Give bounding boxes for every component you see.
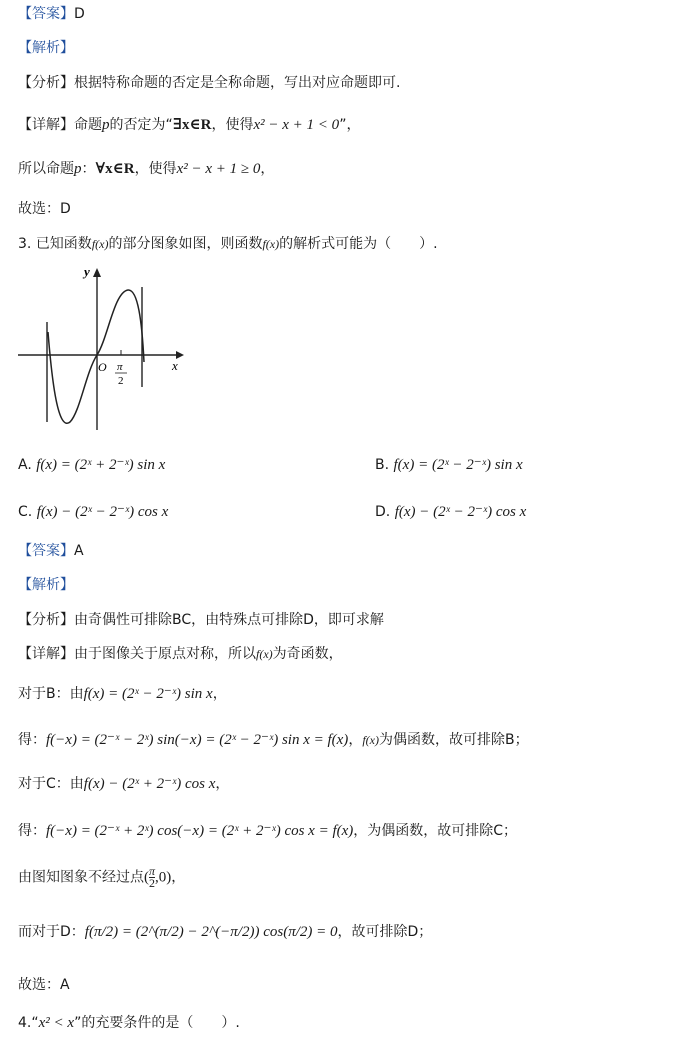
option-c-label: C. [18, 504, 33, 520]
option-d-label: D. [375, 504, 391, 520]
case-b-expr: f(x) = (2ˣ − 2⁻ˣ) sin x [83, 686, 213, 702]
tick-label-den: 2 [118, 375, 124, 387]
option-b-label: B. [375, 457, 390, 473]
case-b-result-text: 得： [18, 732, 46, 748]
point-open: ( [144, 869, 149, 886]
inequality-expr: x² − x + 1 < 0 [253, 117, 340, 133]
answer-tag-2: 【答案】 [18, 543, 74, 559]
point-text: 由图知图象不经过点 [18, 869, 144, 886]
question-4-number: 4. [18, 1015, 32, 1031]
question-number: 3. [18, 236, 32, 252]
detail-text-6: 为奇函数， [272, 646, 343, 662]
question-4 [18, 1013, 240, 1033]
fenxi-line-1 [18, 73, 400, 93]
conclusion-line [18, 159, 274, 179]
case-b-result-text-2: ， [348, 732, 363, 748]
point-frac-num: π [149, 864, 156, 878]
case-b-result-text-3: 为偶函数，故可排除B； [378, 732, 529, 748]
analysis-line-1 [18, 38, 74, 58]
y-axis-arrow [93, 268, 101, 277]
choice-line-1 [18, 199, 71, 219]
detail-text-5: 由于图像关于原点对称，所以 [74, 646, 256, 662]
case-b-result-expr: f(−x) = (2⁻ˣ − 2ˣ) sin(−x) = (2ˣ − 2⁻ˣ) sin x = f(x) [46, 732, 349, 748]
case-b-line [18, 684, 227, 704]
question-4-expr: x² < x [38, 1015, 75, 1031]
detail-line-2 [18, 644, 343, 664]
answer-tag: 【答案】 [18, 6, 74, 22]
case-c-text-2: ， [215, 776, 230, 792]
fenxi-text: 根据特称命题的否定是全称命题，写出对应命题即可. [74, 75, 401, 91]
point-frac-den: 2 [149, 876, 155, 890]
choice-line-2 [18, 975, 70, 995]
option-c-expr: f(x) − (2ˣ − 2⁻ˣ) cos x [36, 504, 169, 520]
question-3 [18, 234, 438, 254]
answer-value: D [74, 6, 85, 22]
point-close: ,0) [155, 869, 172, 886]
detail-text-4: ”， [339, 117, 361, 133]
question-text-3: 的解析式可能为（ ）. [279, 236, 438, 252]
answer-line-2 [18, 541, 84, 561]
choice-text-2: 故选：A [18, 977, 70, 993]
fenxi-text-2: 由奇偶性可排除BC，由特殊点可排除D，即可求解 [74, 612, 384, 628]
analysis-tag: 【解析】 [18, 40, 74, 56]
case-b-text: 对于B：由 [18, 686, 84, 702]
y-label: y [84, 264, 90, 279]
analysis-line-2 [18, 575, 74, 595]
question-4-text-2: ”的充要条件的是（ ）. [74, 1015, 240, 1031]
detail-text: 命题 [74, 117, 102, 133]
var-p: p [102, 117, 110, 133]
analysis-tag-2: 【解析】 [18, 577, 74, 593]
fenxi-line-2 [18, 610, 384, 630]
fx-symbol: f(x) [91, 237, 109, 251]
case-c-result-text-2: ，为偶函数，故可排除C； [353, 823, 518, 839]
option-d[interactable] [375, 502, 526, 522]
case-c-expr: f(x) − (2ˣ + 2⁻ˣ) cos x [83, 776, 216, 792]
detail-line-1 [18, 115, 360, 135]
colon: ： [81, 161, 96, 177]
var-p-2: p [74, 161, 82, 177]
conclusion-text-2: ，使得 [134, 161, 177, 177]
case-d-expr: f(π/2) = (2^(π/2) − 2^(−π/2)) cos(π/2) = 0 [84, 924, 338, 940]
inequality-expr-2: x² − x + 1 ≥ 0 [176, 161, 261, 177]
conclusion-text-3: ， [260, 161, 275, 177]
fx-symbol-3: f(x) [256, 647, 273, 661]
x-label: x [172, 358, 178, 373]
fenxi-tag-2: 【分析】 [18, 612, 74, 628]
choice-text-1: 故选：D [18, 201, 71, 217]
case-d-line [18, 922, 432, 942]
case-c-result-text: 得： [18, 823, 46, 839]
answer-line-1 [18, 4, 85, 24]
option-b-expr: f(x) = (2ˣ − 2⁻ˣ) sin x [393, 457, 523, 473]
detail-tag-2: 【详解】 [18, 646, 74, 662]
case-d-text: 而对于D： [18, 924, 85, 940]
fenxi-tag: 【分析】 [18, 75, 74, 91]
question-text: 已知函数 [35, 236, 92, 252]
origin-label: O [98, 360, 107, 374]
option-d-expr: f(x) − (2ˣ − 2⁻ˣ) cos x [394, 504, 527, 520]
detail-text-2: 的否定为“ [109, 117, 173, 133]
point-text-2: ， [171, 869, 186, 886]
option-a-label: A. [18, 457, 32, 473]
function-curve [48, 290, 144, 423]
option-c[interactable] [18, 502, 168, 522]
function-graph [14, 262, 194, 437]
tick-label-num: π [117, 361, 123, 373]
case-d-text-2: ，故可排除D； [337, 924, 433, 940]
option-a-expr: f(x) = (2ˣ + 2⁻ˣ) sin x [36, 457, 166, 473]
case-b-result-line [18, 730, 529, 750]
detail-text-3: ，使得 [211, 117, 254, 133]
conclusion-text: 所以命题 [18, 161, 74, 177]
answer-value-2: A [74, 543, 84, 559]
option-b[interactable] [375, 455, 523, 475]
detail-tag: 【详解】 [18, 117, 74, 133]
case-c-result-expr: f(−x) = (2⁻ˣ + 2ˣ) cos(−x) = (2ˣ + 2⁻ˣ) cos x = f(x) [46, 823, 354, 839]
exists-expr: ∃x∈R [172, 117, 212, 133]
point-line [18, 866, 185, 889]
fx-symbol-4: f(x) [362, 733, 379, 747]
question-text-2: 的部分图象如图，则函数 [108, 236, 263, 252]
question-4-text: “ [31, 1015, 39, 1031]
case-c-line [18, 774, 229, 794]
case-c-result-line [18, 821, 517, 841]
option-a[interactable] [18, 455, 165, 475]
forall-expr: ∀x∈R [95, 161, 135, 177]
fx-symbol-2: f(x) [262, 237, 280, 251]
case-b-text-2: ， [212, 686, 227, 702]
case-c-text: 对于C：由 [18, 776, 84, 792]
